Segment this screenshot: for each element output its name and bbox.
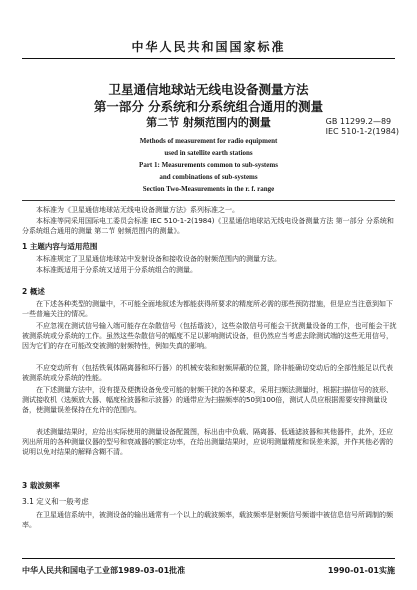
section-1-paragraph: 本标准规定了卫星通信地球站中发射设备和接收设备的射频范围内的测量方法。: [36, 255, 281, 263]
iec-code: IEC 510-1-2(1984): [325, 127, 399, 136]
section-1-heading: 1 主题内容与适用范围: [22, 242, 98, 251]
section-1-paragraph: 本标准既适用于分系统又适用于分系统组合的测量。: [36, 266, 197, 274]
implementation-date: 1990-01-01实施: [327, 566, 395, 575]
footer-rule: [22, 558, 395, 559]
header-rule: [22, 58, 395, 59]
section-3-1-paragraph: 在卫星通信系统中，被测设备的输出通常有一个以上的载波频率，载波频率是射频信号频谱中被信息信号所调制的频率。: [22, 511, 393, 529]
title-line-1: 卫星通信地球站无线电设备测量方法: [108, 82, 309, 97]
english-title-line: Methods of measurement for radio equipment: [139, 137, 278, 145]
standard-code: [326, 117, 399, 137]
english-title-line: Section Two-Measurements in the r. f. range: [142, 185, 275, 193]
section-2-heading: 2 概述: [22, 287, 45, 296]
section-2-paragraph: 表述测量结果时，应给出实际使用的测量设备配置图，标出由中负载、隔离器、低通滤波器和其他器件，此外，还应列出所用的各种测量仪器的型号和衰减器的额定功率，在给出测量结果时，应说明测量精度和误差来源，并作其他必需的说明以免对结果的解释含糊不清。: [22, 428, 393, 456]
intro-paragraph: 本标准等同采用国际电工委员会标准 IEC 510-1-2(1984)《卫星通信地球站无线电设备测量方法 第一部分 分系统和分系统组合通用的测量 第二节 射频范围内的测量》。: [22, 217, 394, 235]
title-line-2: 第一部分 分系统和分系统组合通用的测量: [93, 99, 324, 114]
document-header: 中华人民共和国国家标准: [131, 40, 286, 54]
section-3-1-heading: 3.1 定义和一般考虑: [22, 497, 89, 506]
gb-code: GB 11299.2—89: [325, 117, 392, 126]
english-title-line: Part 1: Measurements common to sub-systems: [139, 161, 278, 169]
section-3-heading: 3 载波频率: [22, 481, 60, 490]
section-2-paragraph: 不应忽视在测试信号输入端可能存在杂散信号（包括谐波），这些杂散信号可能会干扰测量设备的工作，也可能会干扰被测系统或分系统的工作。虽然这些杂散信号的幅度不足以影响测试设备，但仍然应当考虑去除测试端的这些无用信号，因为它们的存在可能改变被测的射频特性，例如失真的影响。: [22, 322, 397, 350]
divider: [22, 200, 395, 201]
intro-paragraph: 本标准为《卫星通信地球站无线电设备测量方法》系列标准之一。: [36, 206, 239, 214]
section-2-paragraph: 不应变动所有（包括铁氧体隔离器和环行器）的机械安装和射频屏蔽的位置，除非能确切变动后的全部性能足以代表被测系统或分系统的性能。: [22, 364, 393, 382]
section-2-paragraph: 在下述各种类型的测量中，不可能全面地叙述为都能获得所要求的精度所必需的那些预防措施，但是应当注意到如下一些普遍关注的情况。: [22, 300, 393, 318]
english-title-line: and combinations of sub-systems: [159, 173, 258, 181]
approval-date: 中华人民共和国电子工业部1989-03-01批准: [22, 566, 186, 575]
section-2-paragraph: 在下述测量方法中，没有提及便携设备免受可能的射频干扰的各种要求，采用扫频法测量时，根据扫描信号的波形、测试接收机（选频放大器、幅度检波器和示波器）的通带应为扫描频率的50到100倍，测试人员应根据需要安排测量设备，使测量误差保持在允许的范围内。: [22, 386, 393, 414]
title-line-3: 第二节 射频范围内的测量: [146, 116, 271, 129]
english-title-line: used in satellite earth stations: [164, 149, 253, 157]
